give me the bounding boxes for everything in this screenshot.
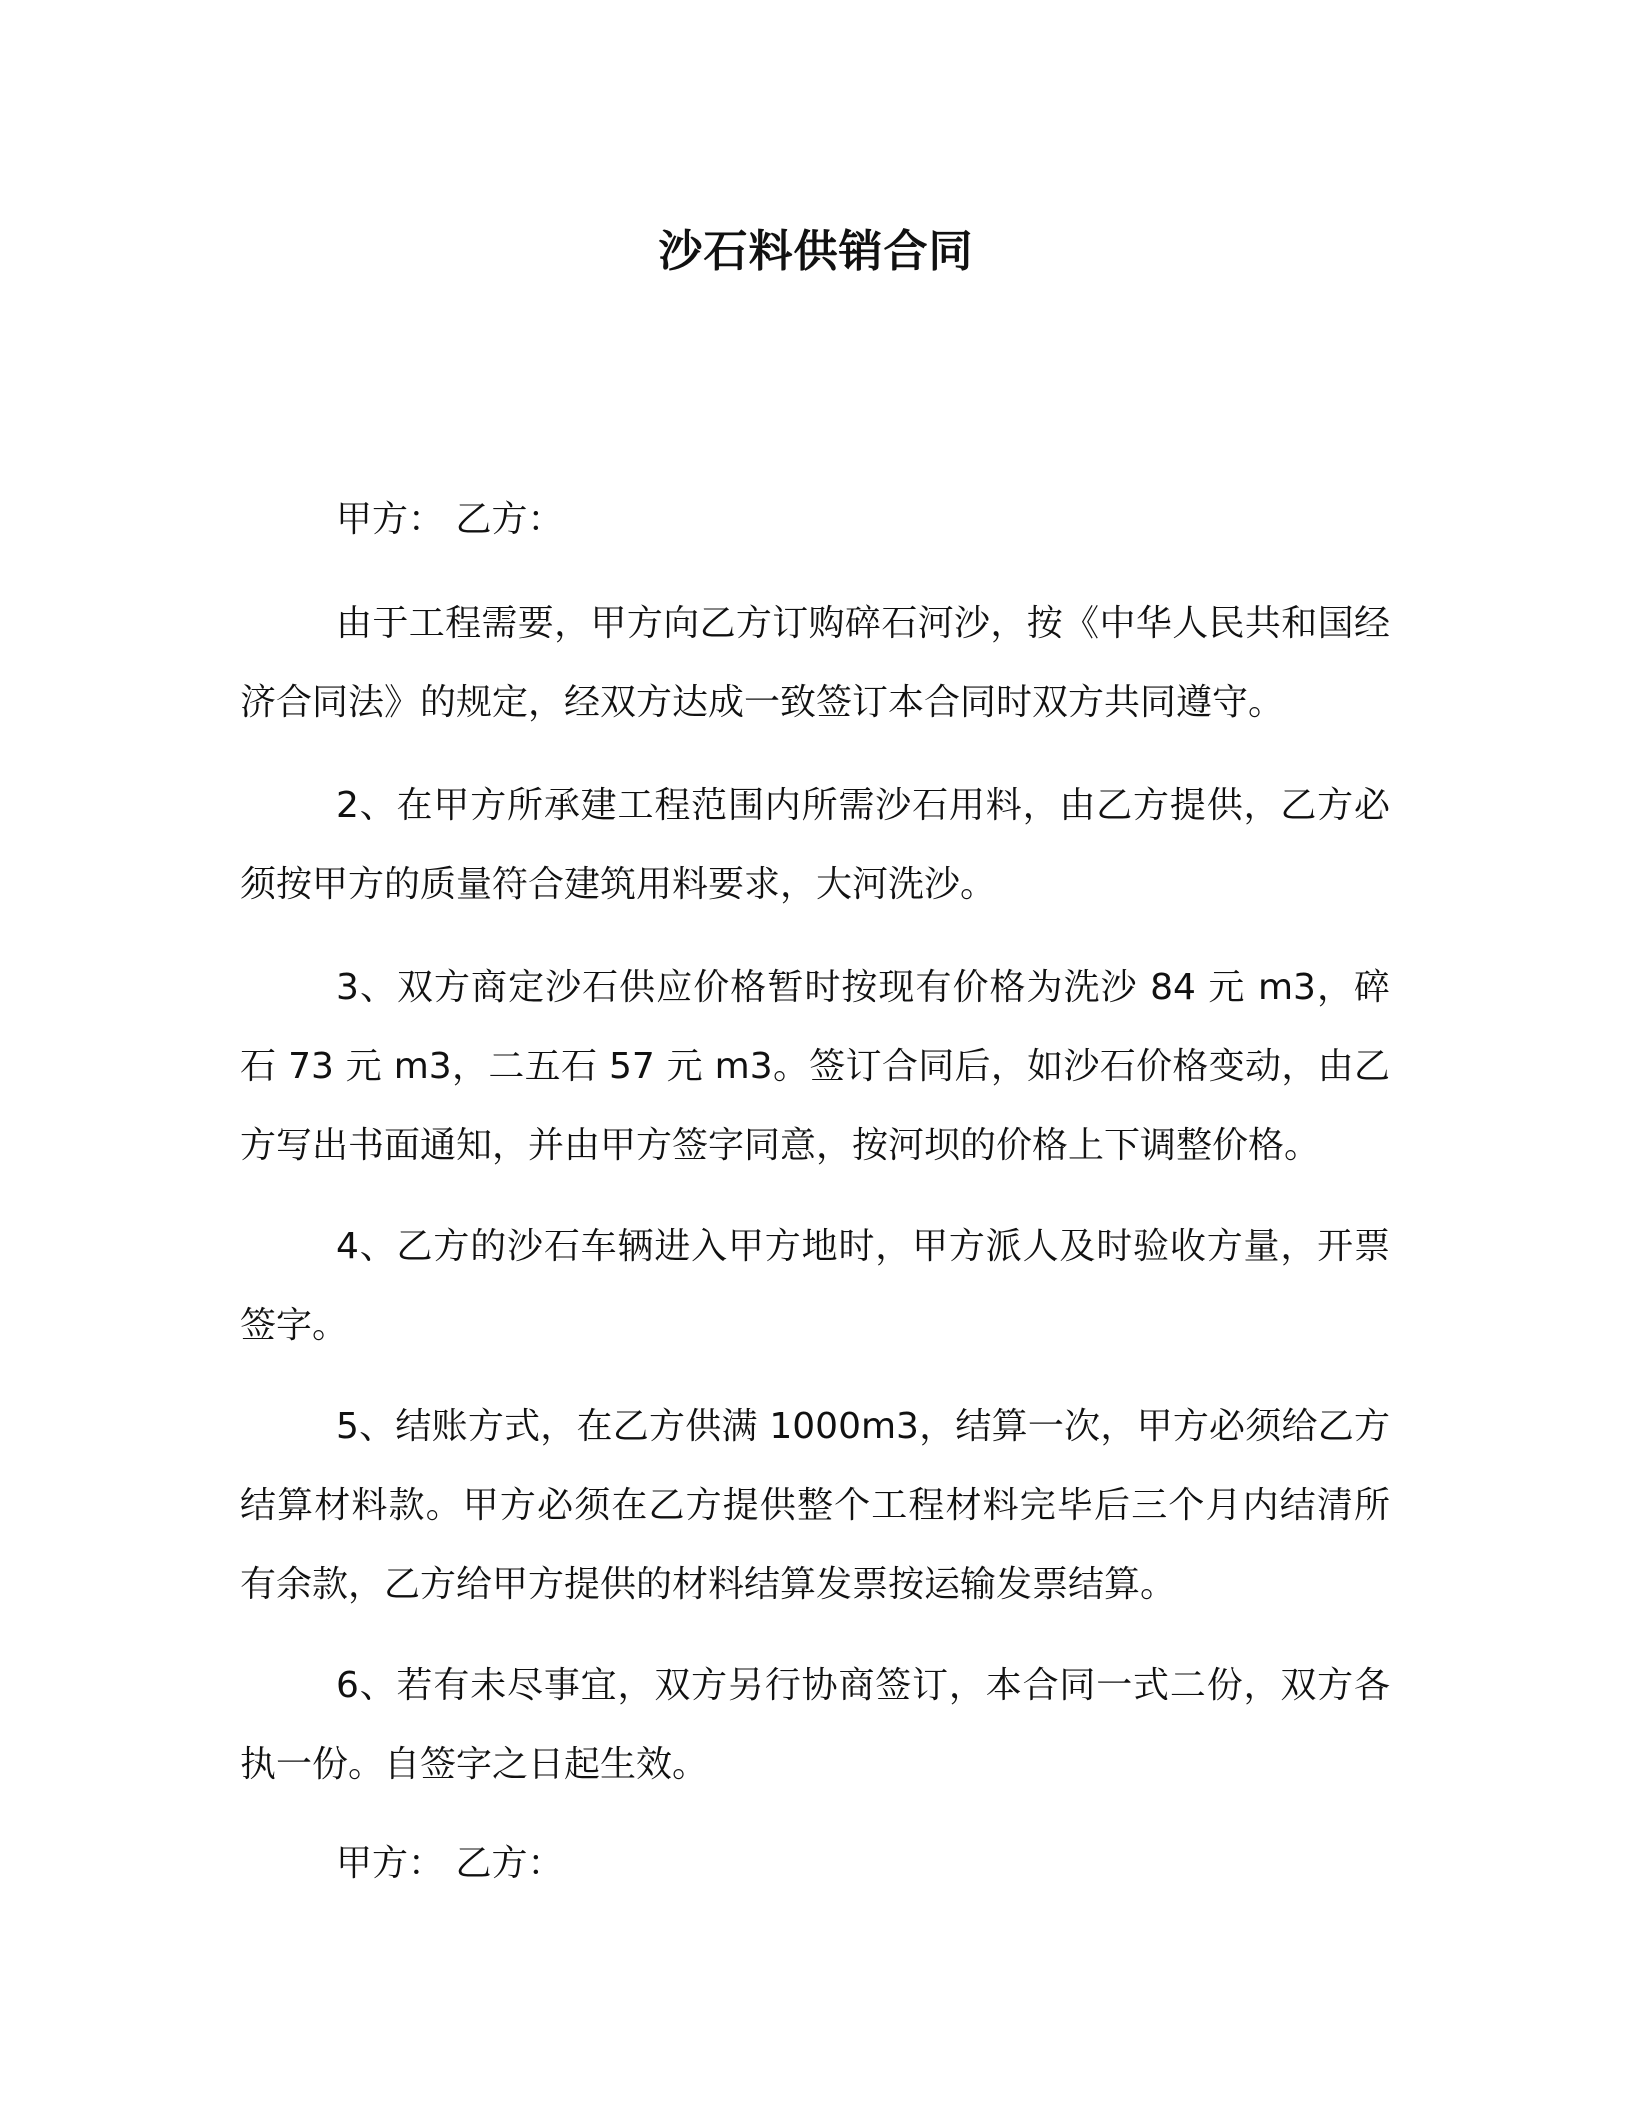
clause-3: 3、双方商定沙石供应价格暂时按现有价格为洗沙 84 元 m3，碎石 73 元 m3，二五石 57 元 m3。签订合同后，如沙石价格变动，由乙方写出书面通知，并由甲方签字同意，按河坝的价格上下调整价格。 [240, 967, 1390, 1166]
clause-2: 2、在甲方所承建工程范围内所需沙石用料，由乙方提供，乙方必须按甲方的质量符合建筑用料要求，大河洗沙。 [240, 785, 1390, 905]
document-title: 沙石料供销合同 [658, 226, 974, 277]
clause-intro: 由于工程需要，甲方向乙方订购碎石河沙，按《中华人民共和国经济合同法》的规定，经双方达成一致签订本合同时双方共同遵守。 [240, 603, 1390, 723]
clause-4: 4、乙方的沙石车辆进入甲方地时，甲方派人及时验收方量，开票签字。 [240, 1226, 1390, 1346]
clause-5: 5、结账方式，在乙方供满 1000m3，结算一次，甲方必须给乙方结算材料款。甲方必须在乙方提供整个工程材料完毕后三个月内结清所有余款，乙方给甲方提供的材料结算发票按运输发票结算。 [240, 1406, 1390, 1605]
clause-6: 6、若有未尽事宜，双方另行协商签订，本合同一式二份，双方各执一份。自签字之日起生效。 [240, 1665, 1390, 1785]
party-header: 甲方： 乙方： [336, 499, 564, 540]
party-footer: 甲方： 乙方： [336, 1843, 564, 1884]
